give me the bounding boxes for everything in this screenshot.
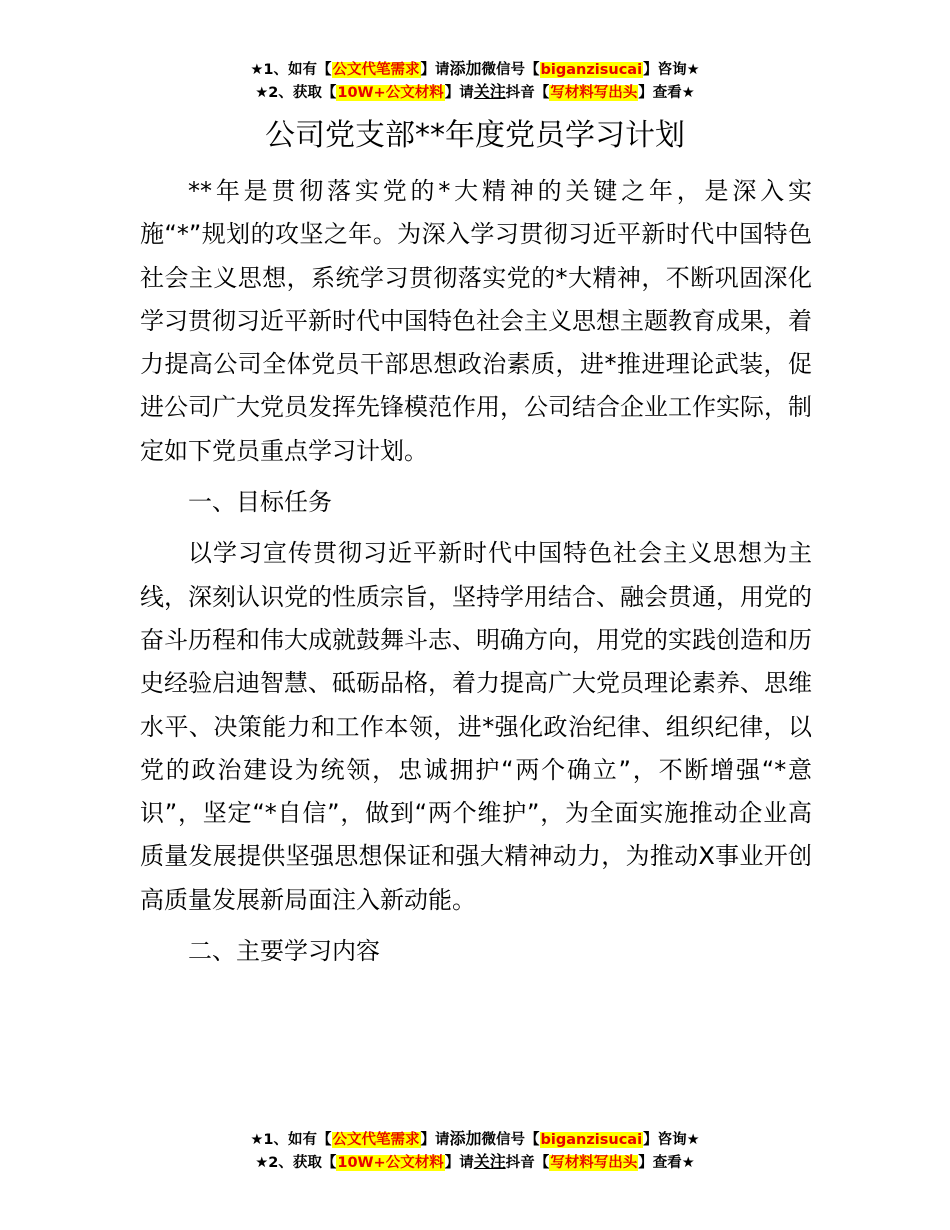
document-body [140,170,812,981]
highlight-douyin-id: 写材料写出头 [550,1155,638,1171]
highlight-materials: 10W+公文材料 [337,1155,444,1171]
section-heading-2: 二、主要学习内容 [188,937,380,966]
highlight-service: 公文代笔需求 [332,62,420,78]
highlight-wechat-id: biganzisucai [540,1132,643,1148]
document-title: 公司党支部**年度党员学习计划 [265,118,685,153]
footer-banner [0,1128,950,1174]
banner-line-1: ★1、如有【公文代笔需求】请添加微信号【biganzisucai】咨询★ [250,59,700,78]
header-banner [0,58,950,104]
section-paragraph-1: 以学习宣传贯彻习近平新时代中国特色社会主义思想为主线，深刻认识党的性质宗旨，坚持学用结合、融会贯通，用党的奋斗历程和伟大成就鼓舞斗志、明确方向，用党的实践创造和历史经验启迪智慧、砥砺品格，着力提高广大党员理论素养、思维水平、决策能力和工作本领，进*强化政治纪律、组织纪律，以党的政治建设为统领，忠诚拥护“两个确立”，不断增强“*意识”，坚定“*自信”，做到“两个维护”，为全面实施推动企业高质量发展提供坚强思想保证和强大精神动力，为推动X事业开创高质量发展新局面注入新动能。 [140,539,812,914]
intro-paragraph: **年是贯彻落实党的*大精神的关键之年，是深入实施“*”规划的攻坚之年。为深入学习贯彻习近平新时代中国特色社会主义思想，系统学习贯彻落实党的*大精神，不断巩固深化学习贯彻习近平新时代中国特色社会主义思想主题教育成果，着力提高公司全体党员干部思想政治素质，进*推进理论武装，促进公司广大党员发挥先锋模范作用，公司结合企业工作实际，制定如下党员重点学习计划。 [140,177,812,465]
footer-line-1: ★1、如有【公文代笔需求】请添加微信号【biganzisucai】咨询★ [250,1129,700,1148]
highlight-materials: 10W+公文材料 [337,85,444,101]
highlight-service: 公文代笔需求 [332,1132,420,1148]
highlight-wechat-id: biganzisucai [540,62,643,78]
banner-line-2: ★2、获取【10W+公文材料】请关注抖音【写材料写出头】查看★ [255,82,695,101]
section-heading-1: 一、目标任务 [188,488,332,517]
highlight-douyin-id: 写材料写出头 [550,85,638,101]
footer-line-2: ★2、获取【10W+公文材料】请关注抖音【写材料写出头】查看★ [255,1152,695,1171]
